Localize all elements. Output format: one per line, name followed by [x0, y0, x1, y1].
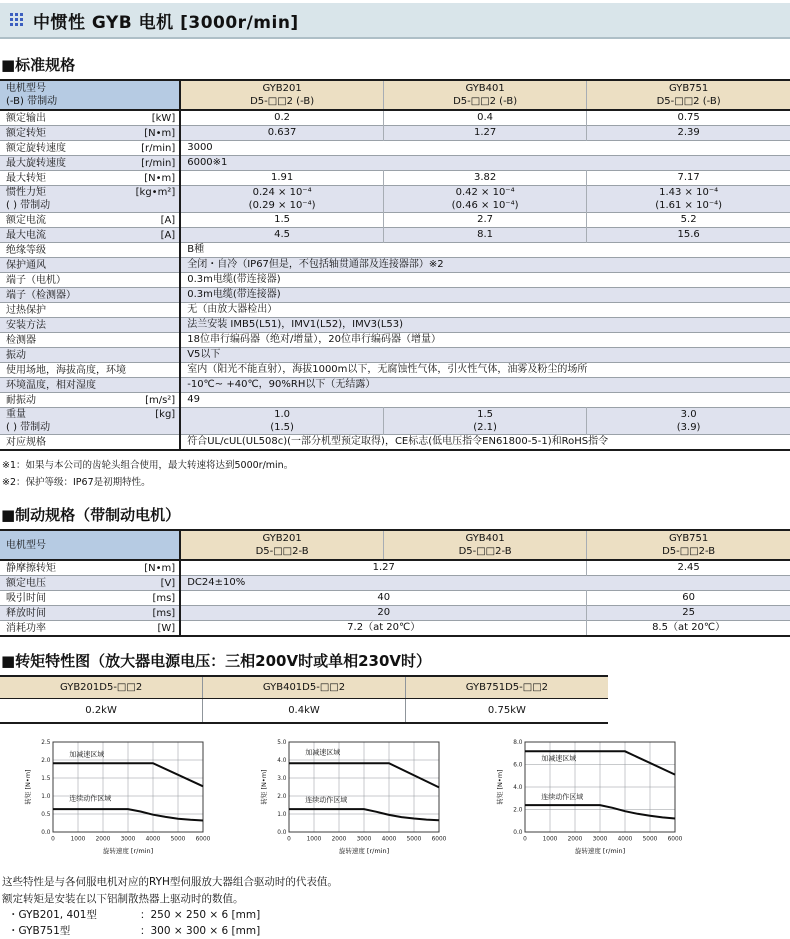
row-label: 额定输出 [6, 112, 46, 124]
torque-chart-gyb201 [22, 736, 218, 864]
value-line: 0.42 × 10⁻⁴ [455, 187, 515, 198]
row-label: 耐振动 [6, 394, 36, 406]
row-value-cell: 18位串行编码器（绝对/增量），20位串行编码器（增量） [187, 334, 442, 345]
model-column-header: GYB401 D5-□□2-B [383, 530, 586, 560]
row-value-cell: 无（由放大器检出） [187, 304, 278, 315]
row-label-cell [0, 258, 180, 273]
table-row [0, 435, 790, 451]
row-value-cell: 20 [377, 607, 391, 619]
svg-text:0: 0 [51, 836, 55, 843]
row-label-line [0, 172, 179, 185]
row-value-cell: 1.91 [270, 172, 294, 183]
row-label-cell [0, 273, 180, 288]
header-label-line2: (-B) 带制动 [6, 96, 58, 107]
svg-text:5.0: 5.0 [277, 740, 287, 747]
page-header [0, 3, 790, 39]
torque-model-cell: GYB201D5-□□2 [0, 676, 203, 699]
row-label-line [0, 229, 179, 242]
row-label: 保护通风 [6, 259, 46, 271]
table-row [0, 243, 790, 258]
torque-chart-gyb401 [258, 736, 454, 864]
table-row [0, 363, 790, 378]
row-value-cell: 8.5（at 20℃） [587, 621, 790, 637]
row-label-line [0, 436, 179, 449]
heatsink-model: ・GYB201, 401型 [8, 908, 97, 921]
row-value-cell: 0.637 [267, 127, 297, 138]
row-label: 吸引时间 [6, 592, 46, 604]
row-label-cell [0, 621, 180, 637]
row-label-cell [0, 591, 180, 606]
row-label-cell [0, 126, 180, 141]
row-label-line [0, 127, 179, 140]
row-label-cell [0, 408, 180, 435]
row-label: 额定旋转速度 [6, 142, 66, 154]
table-row [0, 126, 790, 141]
svg-text:6000: 6000 [667, 836, 683, 843]
torque-chart-gyb751 [494, 736, 690, 864]
row-label: 端子（检测器） [6, 289, 76, 301]
model-label-header [0, 80, 180, 110]
model-column-header: GYB751 D5-□□2 (-B) [587, 80, 790, 110]
row-label-cell [0, 156, 180, 171]
footer-notes [2, 874, 790, 939]
svg-text:旋转速度 [r/min]: 旋转速度 [r/min] [574, 847, 626, 856]
svg-text:1.0: 1.0 [277, 812, 287, 819]
row-value-cell: 7.2（at 20℃） [347, 622, 421, 634]
table-row [0, 156, 790, 171]
row-value-cell: 60 [587, 591, 790, 606]
row-label: 惯性力矩 [6, 187, 46, 198]
value-line2: (0.46 × 10⁻⁴) [451, 200, 519, 211]
row-label: 最大旋转速度 [6, 157, 66, 169]
section-title-torque-charts: ■转矩特性图（放大器电源电压：三相200V时或单相230V时） [1, 652, 432, 671]
table-row [0, 141, 790, 156]
svg-text:0.0: 0.0 [41, 830, 51, 837]
row-label: 最大电流 [6, 229, 46, 241]
row-label-line [0, 364, 179, 377]
svg-text:1.5: 1.5 [41, 776, 51, 783]
row-value-cell: B種 [187, 244, 205, 255]
table-row [0, 621, 790, 637]
table-row [0, 591, 790, 606]
row-unit: [r/min] [141, 157, 176, 169]
model-column-header: GYB201 D5-□□2 (-B) [180, 80, 383, 110]
row-label-line [0, 334, 179, 347]
row-label-line [0, 304, 179, 317]
row-label: 端子（电机） [6, 274, 66, 286]
row-value-cell: DC24±10% [187, 577, 246, 589]
row-label-cell [0, 171, 180, 186]
row-label-cell [0, 243, 180, 258]
row-value-cell: 6000※1 [187, 157, 228, 168]
row-label-cell [0, 435, 180, 451]
torque-curve-chart [258, 736, 454, 864]
svg-text:2000: 2000 [331, 836, 347, 843]
row-label-cell [0, 576, 180, 591]
table-row [0, 171, 790, 186]
table-row [0, 228, 790, 243]
model-label-header: 电机型号 [0, 530, 180, 560]
row-label-cell [0, 560, 180, 576]
row-value-cell: 全闭・自冷（IP67但是，不包括轴贯通部及连接器部）※2 [187, 259, 444, 270]
svg-text:转矩 [N•m]: 转矩 [N•m] [260, 769, 268, 805]
row-value-cell: 1.27 [383, 126, 586, 141]
row-value-cell: 0.4 [383, 110, 586, 126]
row-label-cell [0, 378, 180, 393]
row-label-line [0, 394, 179, 407]
value-line2: (3.9) [676, 422, 701, 433]
row-value-cell: 8.1 [383, 228, 586, 243]
row-value-cell: 4.5 [274, 229, 291, 240]
svg-text:3000: 3000 [356, 836, 372, 843]
row-value-cell: 1.27 [372, 562, 395, 574]
torque-model-table [0, 675, 608, 724]
value-line: 1.43 × 10⁻⁴ [659, 187, 719, 198]
table-row [0, 318, 790, 333]
row-value-cell: 5.2 [587, 213, 790, 228]
row-label-cell [0, 228, 180, 243]
heatsink-size: ：300 × 300 × 6 [mm] [140, 925, 261, 938]
row-value-cell: 1.5 [274, 214, 291, 225]
row-label-cell [0, 303, 180, 318]
row-value-cell: 2.45 [587, 560, 790, 576]
row-label-cell [0, 288, 180, 303]
table-row [0, 288, 790, 303]
row-label-cell [0, 333, 180, 348]
svg-text:3.0: 3.0 [277, 776, 287, 783]
row-label-line [0, 186, 179, 199]
row-value-cell [383, 408, 586, 435]
row-label: 振动 [6, 349, 26, 361]
torque-power-cell: 0.2kW [0, 699, 203, 724]
standard-spec-table [0, 79, 790, 451]
value-line: 3.0 [680, 409, 697, 420]
row-label: 消耗功率 [6, 622, 46, 634]
row-value-cell: 3.82 [383, 171, 586, 186]
value-line2: (1.61 × 10⁻⁴) [655, 200, 723, 211]
footnote-2: ※2：保护等级：IP67是初期特性。 [2, 476, 151, 488]
row-value-cell [180, 408, 383, 435]
row-unit: [W] [157, 622, 176, 634]
svg-text:4000: 4000 [381, 836, 397, 843]
svg-text:3000: 3000 [592, 836, 608, 843]
row-label-line [0, 592, 179, 605]
svg-text:8.0: 8.0 [513, 740, 523, 747]
footer-line1: 这些特性是与各伺服电机对应的RYH型伺服放大器组合驱动时的代表值。 [2, 876, 338, 889]
row-value-cell: 室内（阳光不能直射），海拔1000m以下，无腐蚀性气体，引火性气体，油雾及粉尘的场所 [187, 364, 588, 375]
value-line2: (0.29 × 10⁻⁴) [248, 200, 316, 211]
torque-model-header-row [0, 676, 608, 699]
table-row [0, 273, 790, 288]
table-header-row [0, 530, 790, 560]
row-label-cell [0, 318, 180, 333]
row-label-line [0, 259, 179, 272]
row-unit: [N•m] [144, 172, 176, 184]
row-value-cell [587, 186, 790, 213]
row-unit: [ms] [152, 607, 176, 619]
value-line2: (2.1) [473, 422, 497, 433]
svg-text:2.0: 2.0 [41, 758, 51, 765]
table-row [0, 393, 790, 408]
row-unit: [A] [160, 229, 176, 241]
svg-text:旋转速度 [r/min]: 旋转速度 [r/min] [338, 847, 390, 856]
svg-text:2000: 2000 [567, 836, 583, 843]
svg-text:加减速区域: 加减速区域 [69, 750, 105, 759]
svg-text:转矩 [N•m]: 转矩 [N•m] [496, 769, 504, 805]
torque-model-cell: GYB401D5-□□2 [203, 676, 406, 699]
row-value-cell: 3000 [187, 142, 213, 153]
row-label-line [0, 289, 179, 302]
table-header-row [0, 80, 790, 110]
svg-text:2.0: 2.0 [513, 807, 523, 814]
row-label-line [0, 577, 179, 590]
row-label-line [0, 112, 179, 125]
brake-spec-table [0, 529, 790, 637]
row-label-cell [0, 606, 180, 621]
torque-power-cell: 0.4kW [203, 699, 406, 724]
row-label-line [0, 214, 179, 227]
table-row [0, 110, 790, 126]
footer-line2: 额定转矩是安装在以下铝制散热器上驱动时的数值。 [2, 892, 244, 905]
model-column-header: GYB201 D5-□□2-B [180, 530, 383, 560]
svg-text:旋转速度 [r/min]: 旋转速度 [r/min] [102, 847, 154, 856]
row-label: 安装方法 [6, 319, 46, 331]
table-row [0, 560, 790, 576]
row-label-line [0, 622, 179, 635]
row-value-cell: 40 [377, 592, 391, 604]
row-label-line [0, 408, 179, 421]
svg-text:连续动作区域: 连续动作区域 [541, 793, 584, 802]
row-value-cell: 25 [587, 606, 790, 621]
row-label-cell [0, 213, 180, 228]
table-row [0, 213, 790, 228]
row-unit: [kg] [155, 409, 176, 420]
model-column-header: GYB401 D5-□□2 (-B) [383, 80, 586, 110]
row-label-line [0, 319, 179, 332]
torque-power-cell: 0.75kW [405, 699, 608, 724]
svg-text:0: 0 [523, 836, 527, 843]
table-row [0, 186, 790, 213]
row-value-cell [180, 186, 383, 213]
svg-text:2.0: 2.0 [277, 794, 287, 801]
row-value-cell: 2.39 [587, 126, 790, 141]
row-label: 额定电流 [6, 214, 46, 226]
svg-text:转矩 [N•m]: 转矩 [N•m] [24, 769, 32, 805]
row-label-cell [0, 141, 180, 156]
heatsink-model: ・GYB751型 [8, 925, 71, 938]
row-label-cell [0, 348, 180, 363]
row-label: 额定电压 [6, 577, 46, 589]
row-unit: [N•m] [144, 127, 176, 139]
svg-text:0.5: 0.5 [41, 812, 51, 819]
row-label-cell [0, 110, 180, 126]
row-label: 最大转矩 [6, 172, 46, 184]
table-row [0, 333, 790, 348]
footnote-1: ※1：如果与本公司的齿轮头组合使用，最大转速将达到5000r/min。 [2, 460, 294, 471]
svg-text:6.0: 6.0 [513, 762, 523, 769]
value-line: 0.24 × 10⁻⁴ [252, 187, 312, 198]
svg-text:6000: 6000 [431, 836, 447, 843]
row-value-cell: V5以下 [187, 349, 221, 360]
row-label: 额定转矩 [6, 127, 46, 139]
row-value-cell [587, 408, 790, 435]
svg-text:连续动作区域: 连续动作区域 [305, 796, 348, 805]
row-label-line [0, 157, 179, 170]
svg-text:1000: 1000 [70, 836, 86, 843]
heatsink-size: ：250 × 250 × 6 [mm] [140, 908, 261, 921]
row-value-cell: 法兰安装 IMB5(L51)，IMV1(L52)，IMV3(L53) [187, 319, 404, 330]
row-value-cell: 0.75 [587, 110, 790, 126]
svg-text:0.0: 0.0 [513, 830, 523, 837]
row-label: 静摩擦转矩 [6, 562, 56, 574]
row-label-line [0, 607, 179, 620]
svg-text:0.0: 0.0 [277, 830, 287, 837]
row-label-cell [0, 393, 180, 408]
row-value-cell: 7.17 [587, 171, 790, 186]
svg-text:1.0: 1.0 [41, 794, 51, 801]
table-row [0, 378, 790, 393]
row-unit: [ms] [152, 592, 176, 604]
row-value-cell: 15.6 [587, 228, 790, 243]
row-label-line [0, 562, 179, 575]
row-label: 使用场地，海拔高度，环境 [6, 364, 126, 376]
row-unit: [m/s²] [145, 394, 176, 406]
svg-text:3000: 3000 [120, 836, 136, 843]
svg-text:4000: 4000 [617, 836, 633, 843]
row-unit: [r/min] [141, 142, 176, 154]
row-label-line2: ( ) 带制动 [6, 422, 51, 433]
heatsink-item [8, 923, 790, 939]
row-label-cell [0, 363, 180, 378]
grid-dots-icon [10, 13, 24, 27]
row-label-line [0, 142, 179, 155]
row-unit: [kg•m²] [135, 187, 176, 198]
table-row [0, 348, 790, 363]
section-title-standard-specs: ■标准规格 [1, 56, 76, 74]
row-label: 过热保护 [6, 304, 46, 316]
row-label: 重量 [6, 409, 26, 420]
svg-text:6000: 6000 [195, 836, 211, 843]
row-value-cell [383, 186, 586, 213]
value-line2: (1.5) [270, 422, 294, 433]
row-unit: [A] [160, 214, 176, 226]
row-label: 绝缘等级 [6, 244, 46, 256]
row-label-line [0, 244, 179, 257]
svg-text:4.0: 4.0 [277, 758, 287, 765]
row-label: 对应规格 [6, 436, 46, 448]
table-row [0, 303, 790, 318]
svg-text:1000: 1000 [306, 836, 322, 843]
row-label-line [0, 349, 179, 362]
svg-text:1000: 1000 [542, 836, 558, 843]
row-value-cell: -10℃~ +40℃，90%RH以下（无结露） [187, 379, 376, 390]
row-unit: [N•m] [144, 562, 176, 574]
svg-text:5000: 5000 [642, 836, 658, 843]
value-line: 1.0 [274, 409, 291, 420]
row-value-cell: 符合UL/cUL(UL508c)(一部分机型预定取得)，CE标志(低电压指令EN61800-5-1)和RoHS指令 [187, 436, 609, 447]
row-value-cell: 0.3m电缆(带连接器) [187, 289, 281, 300]
row-value-cell: 2.7 [383, 213, 586, 228]
section-title-brake-specs: ■制动规格（带制动电机） [1, 506, 181, 525]
row-label-line2: ( ) 带制动 [6, 200, 51, 211]
row-label: 释放时间 [6, 607, 46, 619]
table-row [0, 408, 790, 435]
svg-text:连续动作区域: 连续动作区域 [69, 794, 112, 803]
table-row [0, 606, 790, 621]
row-value-cell: 0.2 [274, 112, 291, 123]
table-row [0, 258, 790, 273]
row-value-cell: 0.3m电缆(带连接器) [187, 274, 281, 285]
svg-text:0: 0 [287, 836, 291, 843]
row-unit: [kW] [151, 112, 176, 124]
header-label-line1: 电机型号 [6, 83, 46, 94]
row-label-line [0, 274, 179, 287]
svg-text:加减速区域: 加减速区域 [305, 748, 341, 757]
svg-text:5000: 5000 [170, 836, 186, 843]
torque-model-cell: GYB751D5-□□2 [405, 676, 608, 699]
row-label: 检测器 [6, 334, 36, 346]
svg-text:2.5: 2.5 [41, 740, 51, 747]
torque-curve-chart [494, 736, 690, 864]
heatsink-item [8, 907, 790, 923]
row-unit: [V] [160, 577, 176, 589]
table-row [0, 576, 790, 591]
row-label-cell [0, 186, 180, 213]
torque-charts [22, 736, 790, 864]
datasheet-page [0, 3, 790, 938]
footnotes [2, 458, 790, 491]
svg-text:4000: 4000 [145, 836, 161, 843]
page-title: 中惯性 GYB 电机 [3000r/min] [33, 12, 299, 33]
row-label: 环境温度，相对湿度 [6, 379, 96, 391]
row-value-cell: 49 [187, 394, 200, 405]
torque-power-row [0, 699, 608, 724]
svg-text:5000: 5000 [406, 836, 422, 843]
value-line: 1.5 [477, 409, 494, 420]
row-label-line [0, 379, 179, 392]
torque-curve-chart [22, 736, 218, 864]
svg-text:2000: 2000 [95, 836, 111, 843]
svg-text:4.0: 4.0 [513, 785, 523, 792]
svg-text:加减速区域: 加减速区域 [541, 754, 577, 763]
model-column-header: GYB751 D5-□□2-B [587, 530, 790, 560]
